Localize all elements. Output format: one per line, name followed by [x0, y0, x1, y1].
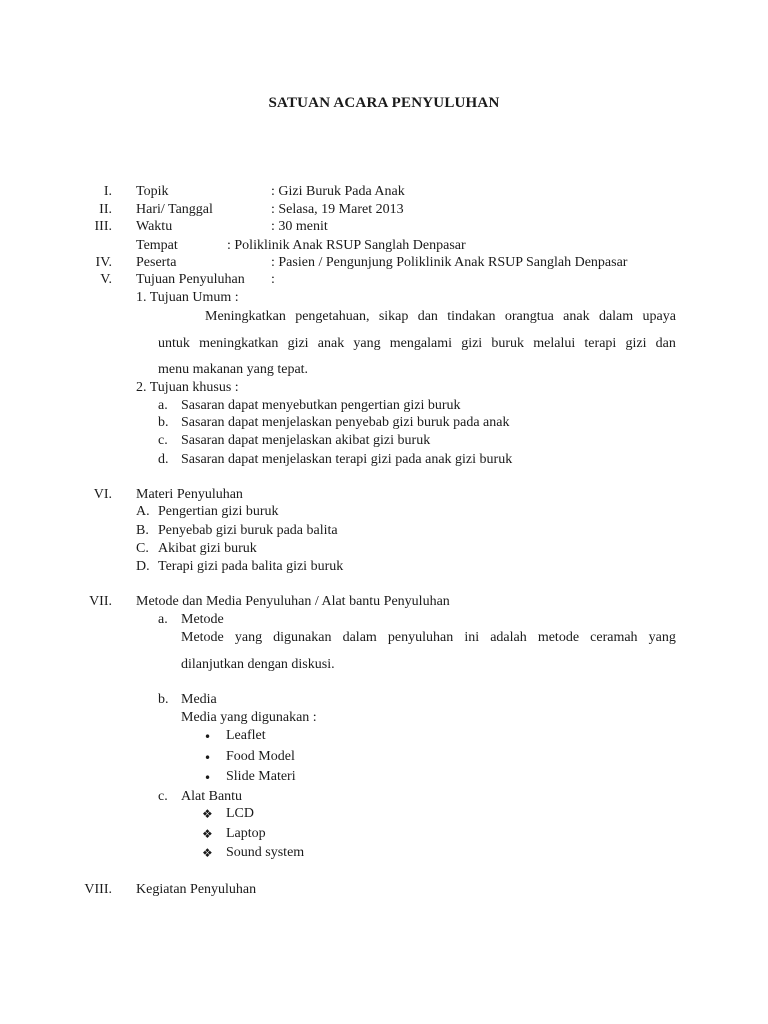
label-waktu: Waktu	[136, 219, 173, 234]
list-item-letter: A.	[136, 504, 150, 519]
value-hari-tanggal: : Selasa, 19 Maret 2013	[271, 202, 404, 217]
word: gizi	[625, 336, 647, 351]
list-item-text: Sasaran dapat menjelaskan akibat gizi buruk	[181, 433, 431, 448]
list-item-text: Terapi gizi pada balita gizi buruk	[158, 559, 344, 574]
metode-line-1	[181, 629, 676, 646]
word: dalam	[598, 309, 634, 324]
section-number-v: V.	[100, 272, 112, 287]
diamond-bullet-icon: ❖	[202, 846, 213, 860]
word: adalah	[490, 630, 527, 645]
word: anak	[317, 336, 345, 351]
value-waktu: : 30 menit	[271, 219, 328, 234]
tujuan-khusus-label: 2. Tujuan khusus :	[136, 380, 239, 395]
section-number-vi: VI.	[93, 487, 112, 502]
alat-bantu-label: Alat Bantu	[181, 789, 243, 804]
section-number-ii: II.	[99, 202, 112, 217]
alat-bantu-letter: c.	[158, 789, 168, 804]
list-item-text: Penyebab gizi buruk pada balita	[158, 523, 338, 538]
word: meningkatkan	[199, 336, 279, 351]
list-item-text: Laptop	[226, 826, 266, 841]
label-tempat: Tempat	[136, 238, 178, 253]
word: yang	[648, 630, 676, 645]
section-number-vii: VII.	[89, 594, 112, 609]
word: Meningkatkan	[205, 309, 286, 324]
section-number-i: I.	[103, 184, 112, 199]
list-item-letter: c.	[158, 433, 168, 448]
list-item-letter: C.	[136, 541, 149, 556]
word: digunakan	[273, 630, 332, 645]
tujuan-umum-label: 1. Tujuan Umum :	[136, 290, 239, 305]
word: mengalami	[389, 336, 452, 351]
metode-label: Metode	[181, 612, 224, 627]
word: dan	[417, 309, 438, 324]
list-item-text: LCD	[226, 806, 254, 821]
word: penyuluhan	[387, 630, 454, 645]
label-hari-tanggal: Hari/ Tanggal	[136, 202, 213, 217]
label-tujuan-penyuluhan: Tujuan Penyuluhan	[136, 272, 245, 287]
word: upaya	[642, 309, 676, 324]
word: untuk	[158, 336, 190, 351]
word: buruk	[491, 336, 525, 351]
list-item-letter: D.	[136, 559, 150, 574]
word: Metode	[181, 630, 224, 645]
value-peserta: : Pasien / Pengunjung Poliklinik Anak RSUP Sanglah Denpasar	[271, 255, 628, 270]
metode-line-2: dilanjutkan dengan diskusi.	[181, 657, 335, 672]
word: anak	[563, 309, 590, 324]
label-materi-penyuluhan: Materi Penyuluhan	[136, 487, 243, 502]
word: dalam	[342, 630, 377, 645]
list-item-letter: b.	[158, 415, 169, 430]
bullet-icon: •	[204, 730, 212, 744]
word: melalui	[533, 336, 576, 351]
list-item-text: Food Model	[226, 749, 295, 764]
document-title: SATUAN ACARA PENYULUHAN	[268, 95, 500, 111]
list-item-text: Sasaran dapat menjelaskan terapi gizi pada anak gizi buruk	[181, 452, 513, 467]
media-letter: b.	[158, 692, 169, 707]
list-item-text: Leaflet	[226, 728, 266, 743]
value-tujuan-penyuluhan: :	[271, 272, 275, 287]
section-number-iv: IV.	[95, 255, 112, 270]
word: terapi	[584, 336, 617, 351]
word: gizi	[461, 336, 483, 351]
diamond-bullet-icon: ❖	[202, 827, 213, 841]
list-item-letter: d.	[158, 452, 169, 467]
label-kegiatan-penyuluhan: Kegiatan Penyuluhan	[136, 882, 257, 897]
tujuan-umum-line-2	[158, 335, 676, 352]
section-number-iii: III.	[94, 219, 112, 234]
label-metode-media: Metode dan Media Penyuluhan / Alat bantu Penyuluhan	[136, 594, 450, 609]
list-item-text: Akibat gizi buruk	[158, 541, 257, 556]
list-item-text: Slide Materi	[226, 769, 296, 784]
label-topik: Topik	[136, 184, 169, 199]
metode-letter: a.	[158, 612, 168, 627]
bullet-icon: •	[204, 771, 212, 785]
word: ceramah	[590, 630, 638, 645]
diamond-bullet-icon: ❖	[202, 807, 213, 821]
list-item-text: Pengertian gizi buruk	[158, 504, 279, 519]
tujuan-umum-line-3: menu makanan yang tepat.	[158, 362, 309, 377]
list-item-text: Sasaran dapat menjelaskan penyebab gizi buruk pada anak	[181, 415, 510, 430]
list-item-text: Sound system	[226, 845, 305, 860]
value-topik: : Gizi Buruk Pada Anak	[271, 184, 405, 199]
word: ini	[464, 630, 480, 645]
word: orangtua	[504, 309, 554, 324]
bullet-icon: •	[204, 751, 212, 765]
word: metode	[537, 630, 580, 645]
word: sikap	[378, 309, 409, 324]
word: yang	[353, 336, 381, 351]
tujuan-umum-line-1	[205, 308, 676, 325]
media-label: Media	[181, 692, 217, 707]
section-number-viii: VIII.	[84, 882, 112, 897]
word: tindakan	[447, 309, 496, 324]
word: dan	[655, 336, 676, 351]
list-item-text: Sasaran dapat menyebutkan pengertian gizi buruk	[181, 398, 461, 413]
list-item-letter: B.	[136, 523, 149, 538]
label-peserta: Peserta	[136, 255, 177, 270]
list-item-letter: a.	[158, 398, 168, 413]
media-intro: Media yang digunakan :	[181, 710, 317, 725]
word: yang	[234, 630, 263, 645]
word: pengetahuan,	[295, 309, 370, 324]
value-tempat: : Poliklinik Anak RSUP Sanglah Denpasar	[227, 238, 466, 253]
word: gizi	[287, 336, 309, 351]
